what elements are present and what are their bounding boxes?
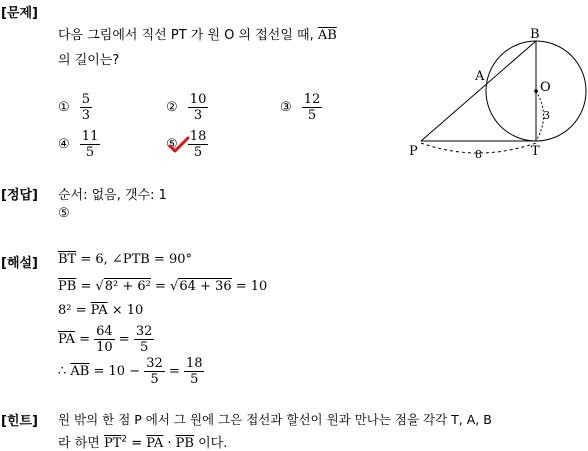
- choice-4[interactable]: [58, 129, 100, 160]
- correct-check-icon: [168, 136, 190, 154]
- label-pt-length: 8: [475, 148, 482, 161]
- label-a: A: [475, 69, 485, 84]
- solution-line-5: ∴ $\overline{AB} = 10$ − $\frac{32}{5}$ = $\frac{18}{5}$: [58, 356, 203, 387]
- choice-marker: ②: [166, 100, 178, 115]
- choice-2[interactable]: [166, 92, 208, 123]
- solution-line-2: $\overline{PB} = √8^2 + 6^2 = √64 + 36 = 10$: [58, 279, 268, 294]
- choice-marker: ⑤: [166, 137, 178, 152]
- choice-marker: ①: [58, 100, 70, 115]
- label-o: O: [540, 80, 551, 95]
- answer-line: 순서: 없음, 갯수: 1: [58, 188, 167, 203]
- choice-fraction: $\frac{10}{3}$: [189, 92, 207, 123]
- choice-fraction: $\frac{11}{5}$: [81, 129, 99, 160]
- hint-line-2: 라 하면 $\overline{PT}^2 = \overline{PA} \cdot \overline{PB}$ 이다.: [58, 434, 228, 451]
- solution-line-3: $8^2 = \overline{PA} \times 10$: [58, 303, 144, 318]
- answer-value: ⑤: [58, 206, 70, 221]
- problem-text: 다음 그림에서 직선 PT 가 원 O 의 접선일 때,: [58, 28, 318, 43]
- problem-line-1: [58, 24, 337, 43]
- choice-marker: ③: [280, 100, 292, 115]
- answer-tag: [정답]: [1, 188, 38, 203]
- hint-line-1: 원 밖의 한 점 P 에서 그 원에 그은 접선과 할선이 원과 만나는 점을 각각 T, A, B: [58, 412, 492, 427]
- segment-ab: $\overline{AB}$: [317, 28, 337, 43]
- choice-fraction: $\frac{12}{5}$: [303, 92, 321, 123]
- choice-fraction: $\frac{18}{5}$: [189, 129, 207, 160]
- label-t: T: [531, 144, 540, 159]
- choice-3[interactable]: [280, 92, 322, 123]
- label-b: B: [530, 27, 540, 42]
- solution-line-4: $\overline{PA}$ = $\frac{64}{10}$ = $\frac{32}{5}$: [58, 324, 153, 355]
- label-radius: 3: [543, 109, 550, 122]
- problem-line-2: 의 길이는?: [58, 53, 120, 68]
- choice-1[interactable]: [58, 92, 92, 123]
- hint-tag: [힌트]: [1, 414, 38, 429]
- solution-line-1: $\overline{BT} = 6$, ∠PTB = 90°: [58, 252, 192, 267]
- secant-pb: [421, 41, 536, 141]
- geometry-figure: [405, 25, 588, 165]
- choice-fraction: $\frac{5}{3}$: [81, 92, 91, 123]
- problem-tag: [문제]: [1, 6, 38, 21]
- label-p: P: [409, 144, 418, 159]
- choice-marker: ④: [58, 137, 70, 152]
- solution-tag: [해설]: [1, 256, 38, 271]
